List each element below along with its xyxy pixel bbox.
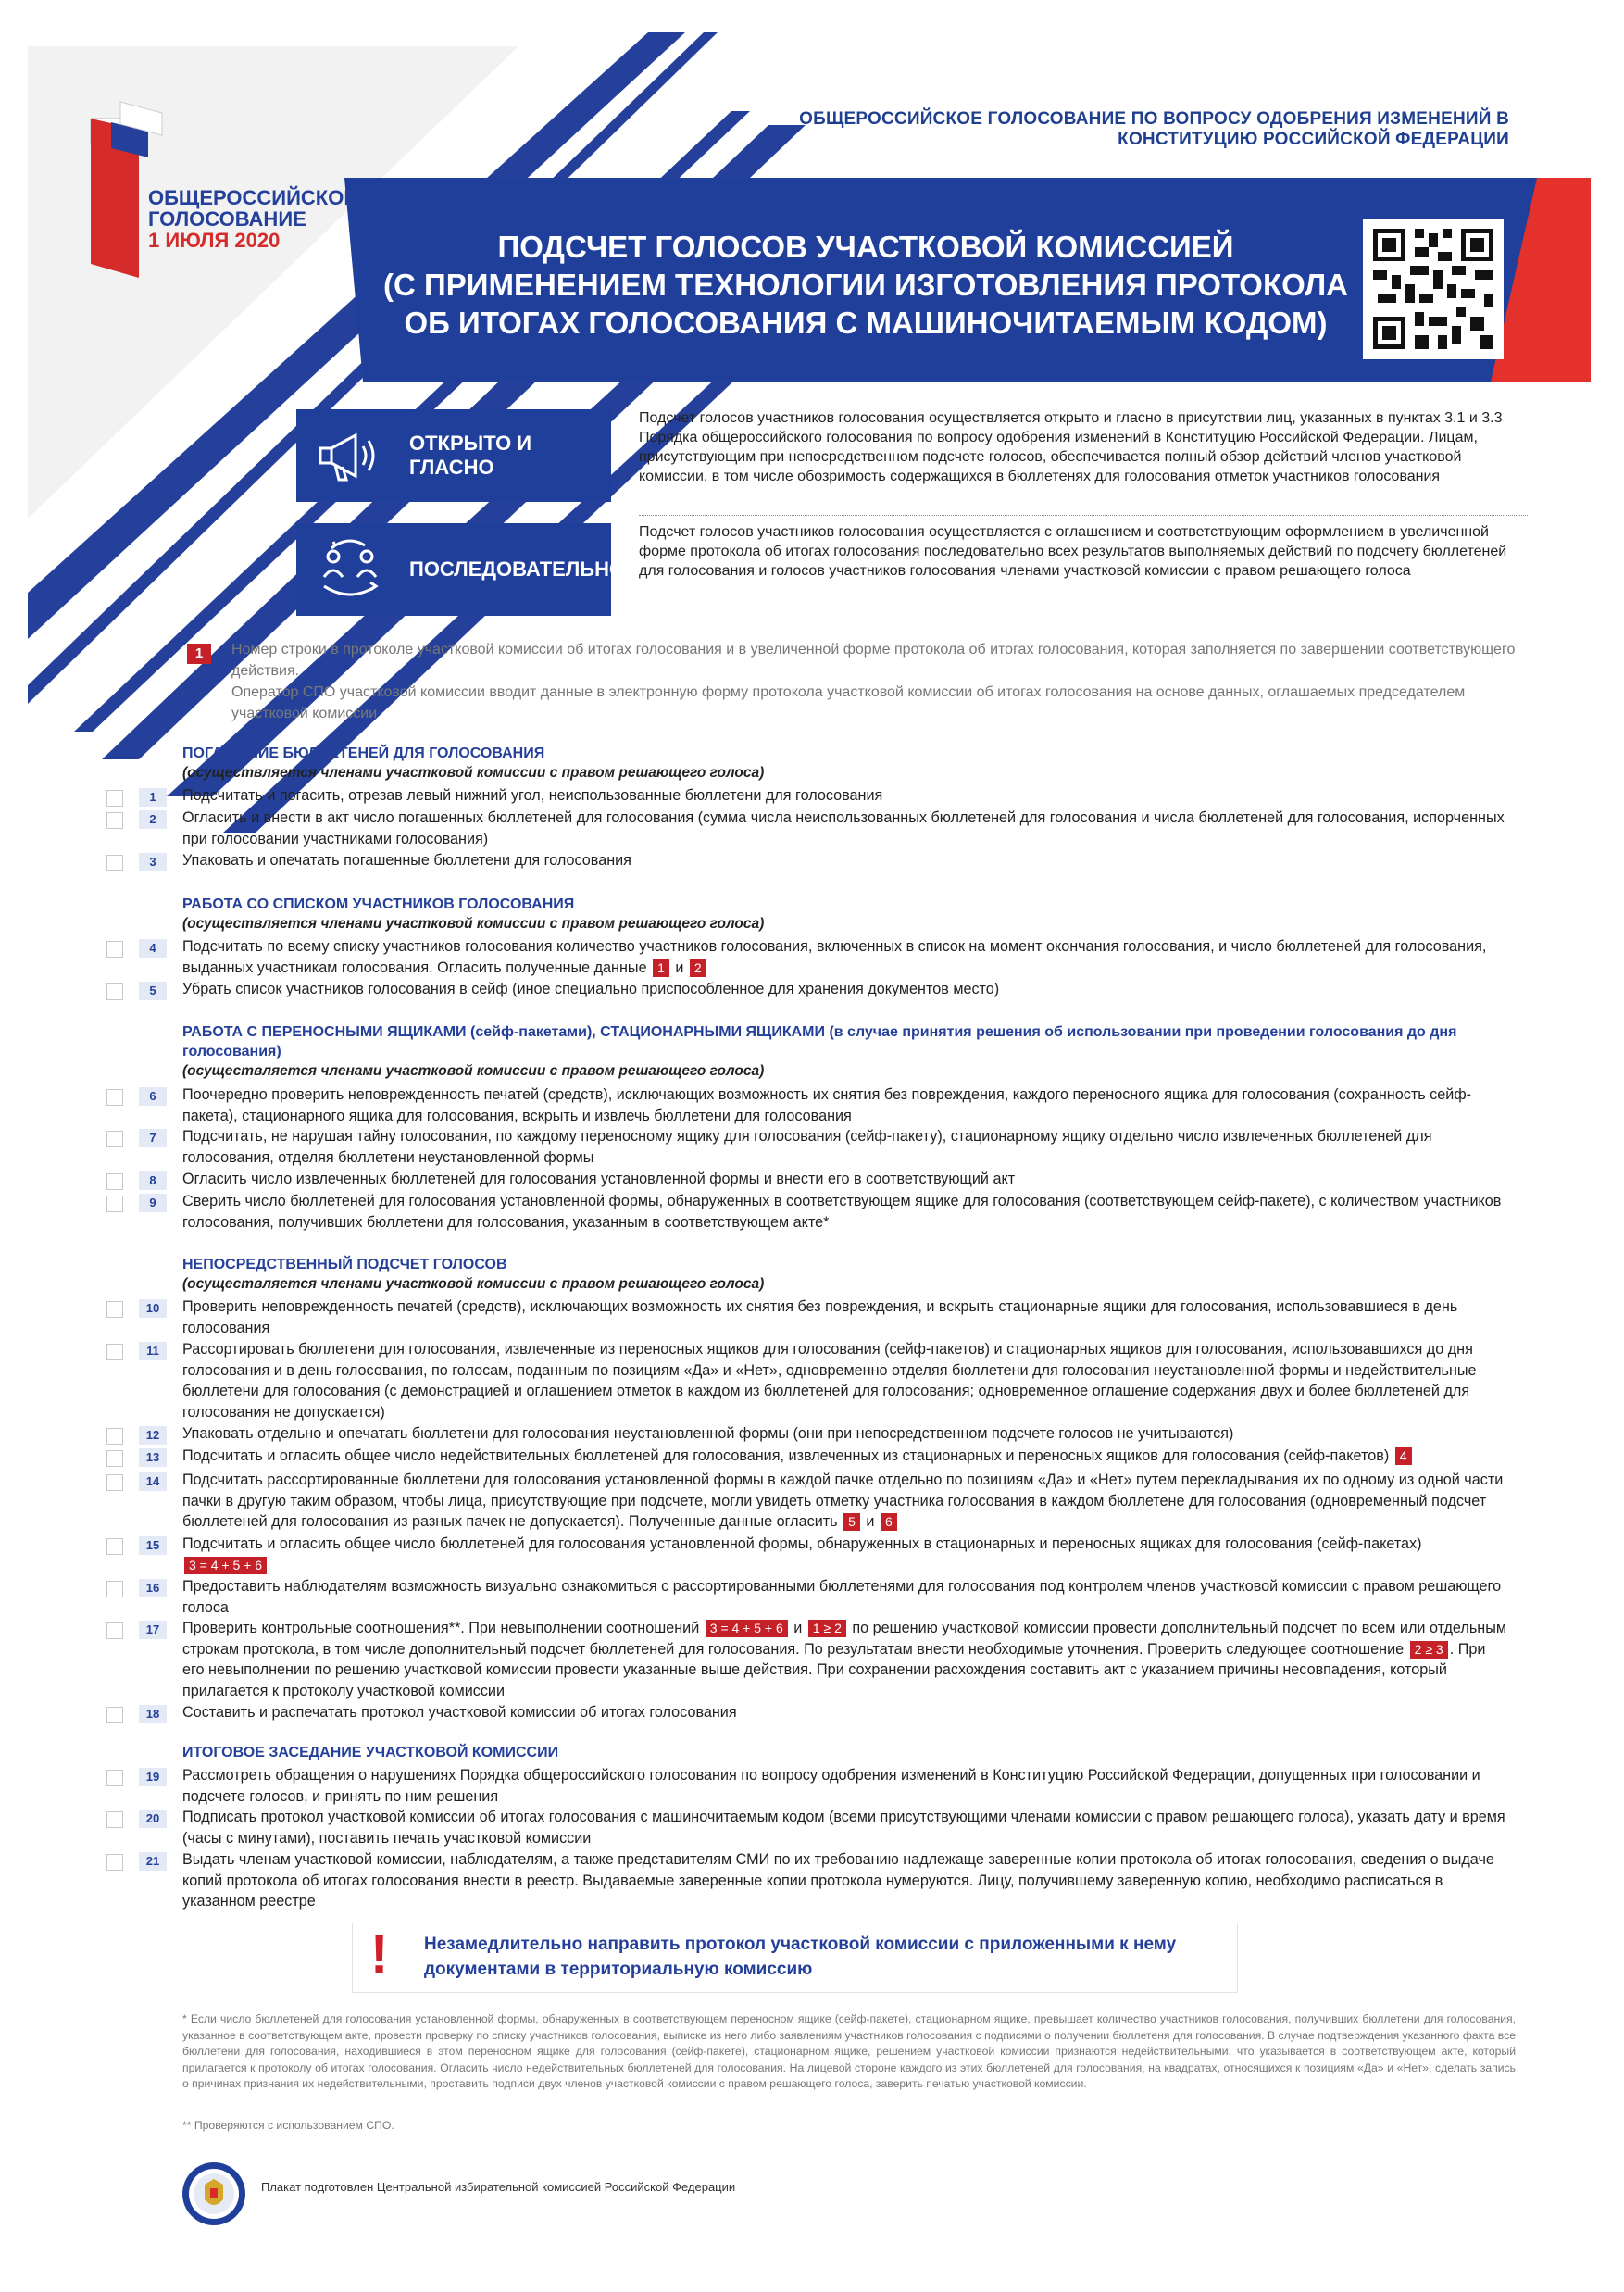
- item-checkbox[interactable]: [106, 1344, 123, 1360]
- item-text: Огласить число извлеченных бюллетеней для голосования установленной формы и внести его в соответствующий акт: [182, 1171, 1016, 1187]
- item-number: 15: [139, 1536, 167, 1555]
- item-number: 5: [139, 982, 167, 1000]
- exclamation-icon: !: [370, 1924, 389, 1985]
- item-checkbox[interactable]: [106, 1474, 123, 1491]
- item-number: 6: [139, 1087, 167, 1106]
- item-number: 14: [139, 1472, 167, 1491]
- item-text: Подсчитать и погасить, отрезав левый нижний угол, неиспользованные бюллетени для голосования: [182, 787, 883, 804]
- logo-line2: ГОЛОСОВАНИЕ: [148, 207, 306, 231]
- item-number: 17: [139, 1621, 167, 1639]
- item-text: Подсчитать и огласить общее число бюллетеней для голосования установленной формы, обнаруженных в стационарных и переносных ящиках для голосования (сейф-пакетах) 3 = 4 + 5 + 6: [182, 1535, 1422, 1572]
- item-text: Упаковать отдельно и опечатать бюллетени для голосования неустановленной формы (они при непосредственном подсчете голосов не учитываются): [182, 1425, 1234, 1442]
- item-checkbox[interactable]: [106, 1622, 123, 1639]
- item-number: 9: [139, 1194, 167, 1212]
- protocol-line-badge: 5: [843, 1513, 860, 1531]
- item-checkbox[interactable]: [106, 1089, 123, 1106]
- item-text: Составить и распечатать протокол участковой комиссии об итогах голосования: [182, 1704, 737, 1721]
- megaphone-icon: [315, 422, 385, 489]
- item-number: 3: [139, 853, 167, 871]
- feature-open-box: [296, 409, 611, 502]
- protocol-formula-badge: 2 ≥ 3: [1410, 1641, 1448, 1659]
- protocol-line-badge: 4: [1395, 1447, 1412, 1465]
- item-checkbox[interactable]: [106, 1770, 123, 1786]
- section-sub-boxes: (осуществляется членами участковой комиссии с правом решающего голоса): [182, 1063, 765, 1079]
- item-number: 11: [139, 1342, 167, 1360]
- cik-emblem-icon: [181, 2160, 247, 2227]
- item-text: Проверить контрольные соотношения**. При невыполнении соотношений 3 = 4 + 5 + 6 и 1 ≥ 2 по решению участковой комиссии провести дополнительный подсчет по всем или отдельным строкам протокола, в том числе дополнительный подсчет бюллетеней для голосования. По результатам внести необходимые уточнения. Проверить следующее соотношение 2 ≥ 3 . При его невыполнении по решению участковой комиссии провести указанные выше действия. При сохранении расхождения составить акт с указанием причины несовпадения, который прилагается к протоколу участковой комиссии: [182, 1620, 1506, 1699]
- item-checkbox[interactable]: [106, 812, 123, 829]
- item-number: 10: [139, 1299, 167, 1318]
- item-text: Подсчитать, не нарушая тайну голосования, по каждому переносному ящику для голосования (сейф-пакету), стационарному ящику отдельно число извлеченных бюллетеней для голосования, отделяя бюллетени неустановленной формы: [182, 1128, 1432, 1166]
- item-number: 12: [139, 1426, 167, 1445]
- item-checkbox[interactable]: [106, 941, 123, 958]
- item-checkbox[interactable]: [106, 1428, 123, 1445]
- item-checkbox[interactable]: [106, 1538, 123, 1555]
- item-text: Предоставить наблюдателям возможность визуально ознакомиться с рассортированными бюллетенями для голосования под контролем членов участковой комиссии с правом решающего голоса: [182, 1578, 1502, 1616]
- item-text: Выдать членам участковой комиссии, наблюдателям, а также представителям СМИ по их требованию надлежаще заверенные копии протокола об итогах голосования, сведения о выдаче копий протокола об итогах голосования внести в реестр. Выдаваемые заверенные копии протокола нумеруются. Лицу, получившему заверенную копию, необходимо расписаться в указанном реестре: [182, 1851, 1494, 1910]
- item-text: Подсчитать по всему списку участников голосования количество участников голосования, включенных в список на момент окончания голосования, и число бюллетеней для голосования, выданных участникам голосования. Огласить полученные данные 1 и 2: [182, 938, 1487, 976]
- section-title-final-meeting: ИТОГОВОЕ ЗАСЕДАНИЕ УЧАСТКОВОЙ КОМИССИИ: [182, 1745, 559, 1760]
- section-title-voter-list: РАБОТА СО СПИСКОМ УЧАСТНИКОВ ГОЛОСОВАНИЯ: [182, 896, 575, 912]
- item-number: 21: [139, 1852, 167, 1871]
- item-text: Рассмотреть обращения о нарушениях Порядка общероссийского голосования по вопросу одобрения изменений в Конституцию Российской Федерации, допущенных при голосовании и подсчете голосов, и принять по ним решения: [182, 1767, 1480, 1805]
- item-text: Упаковать и опечатать погашенные бюллетени для голосования: [182, 852, 631, 869]
- protocol-line-badge: 1: [653, 959, 669, 977]
- people-exchange-icon: [315, 536, 385, 603]
- item-number: 7: [139, 1129, 167, 1147]
- section-sub-counting: (осуществляется членами участковой комиссии с правом решающего голоса): [182, 1276, 765, 1292]
- item-checkbox[interactable]: [106, 1854, 123, 1871]
- item-checkbox[interactable]: [106, 1450, 123, 1467]
- item-number: 2: [139, 810, 167, 829]
- item-number: 1: [139, 788, 167, 807]
- item-checkbox[interactable]: [106, 1301, 123, 1318]
- section-title-ballots: ПОГАШЕНИЕ БЮЛЛЕТЕНЕЙ ДЛЯ ГОЛОСОВАНИЯ: [182, 745, 545, 761]
- item-number: 13: [139, 1448, 167, 1467]
- feature-open-text: Подсчет голосов участников голосования осуществляется открыто и гласно в присутствии лиц, указанных в пунктах 3.1 и 3.3 Порядка общероссийского голосования по вопросу одобрения изменений в Конституцию Российской Федерации. Лицам, присутствующим при непосредственном подсчете голосов, обеспечивается полный обзор действий членов участковой комиссии, в том числе обозримость содержащихся в бюллетенях для голосования отметок участников голосования: [639, 410, 1503, 484]
- section-sub-voter-list: (осуществляется членами участковой комиссии с правом решающего голоса): [182, 916, 765, 932]
- section-sub-ballots: (осуществляется членами участковой комиссии с правом решающего голоса): [182, 765, 765, 781]
- feature-sequential-text: Подсчет голосов участников голосования осуществляется с оглашением и соответствующим оформлением в увеличенной форме протокола об итогах голосования последовательно всех результатов выполняемых действий по подсчету бюллетеней для голосования и голосов участников голосования членами участковой комиссии с правом решающего голоса: [639, 524, 1507, 579]
- item-checkbox[interactable]: [106, 1811, 123, 1828]
- top-heading: ОБЩЕРОССИЙСКОЕ ГОЛОСОВАНИЕ ПО ВОПРОСУ ОДОБРЕНИЯ ИЗМЕНЕНИЙ В КОНСТИТУЦИЮ РОССИЙСКОЙ ФЕДЕРАЦИИ: [799, 109, 1509, 149]
- feature-sequential-box: [296, 523, 626, 616]
- item-text: Поочередно проверить неповрежденность печатей (средств), исключающих возможность их снятия без повреждения, каждого переносного ящика для голосования (сохранность сейф-пакета), стационарного ящика для голосования, вскрыть и извлечь бюллетени для голосования: [182, 1086, 1472, 1124]
- item-checkbox[interactable]: [106, 855, 123, 871]
- item-checkbox[interactable]: [106, 983, 123, 1000]
- footer-text: Плакат подготовлен Центральной избирательной комиссией Российской Федерации: [261, 2180, 736, 2194]
- protocol-formula-badge: 3 = 4 + 5 + 6: [184, 1557, 267, 1574]
- logo-date: 1 ИЮЛЯ 2020: [148, 229, 281, 252]
- item-text: Подписать протокол участковой комиссии об итогах голосования с машиночитаемым кодом (всеми присутствующими членами комиссии с правом решающего голоса), указать дату и время (часы с минутами), поставить печать участковой комиссии: [182, 1809, 1505, 1847]
- item-text: Убрать список участников голосования в сейф (иное специально приспособленное для хранения документов место): [182, 981, 1000, 997]
- protocol-line-badge: 2: [690, 959, 706, 977]
- item-text: Сверить число бюллетеней для голосования установленной формы, обнаруженных в соответствующем ящике для голосования (соответствующем сейф-пакете), с количеством участников голосования, получивших бюллетени для голосования, указанным в соответствующем акте*: [182, 1193, 1502, 1231]
- divider: [639, 515, 1528, 516]
- page-title: ПОДСЧЕТ ГОЛОСОВ УЧАСТКОВОЙ КОМИССИЕЙ (С ПРИМЕНЕНИЕМ ТЕХНОЛОГИИ ИЗГОТОВЛЕНИЯ ПРОТОКОЛА ОБ ИТОГАХ ГОЛОСОВАНИЯ С МАШИНОЧИТАЕМЫМ КОДОМ): [383, 230, 1348, 340]
- item-checkbox[interactable]: [106, 1173, 123, 1190]
- item-checkbox[interactable]: [106, 1581, 123, 1597]
- item-checkbox[interactable]: [106, 1707, 123, 1723]
- protocol-formula-badge: 1 ≥ 2: [808, 1620, 846, 1637]
- item-number: 16: [139, 1579, 167, 1597]
- item-number: 8: [139, 1171, 167, 1190]
- item-text: Проверить неповрежденность печатей (средств), исключающих возможность их снятия без повреждения, и вскрыть стационарные ящики для голосования, использовавшиеся в день голосования: [182, 1298, 1458, 1336]
- legend-text: Номер строки в протоколе участковой комиссии об итогах голосования и в увеличенной форме протокола об итогах голосования, которая заполняется по завершении соответствующего действия. Оператор СПО участковой комиссии вводит данные в электронную форму протокола участковой комиссии об итогах голосования на основе данных, оглашаемых председателем участковой комиссии: [231, 642, 1516, 721]
- item-number: 20: [139, 1810, 167, 1828]
- footnote-2: ** Проверяются с использованием СПО.: [182, 2119, 394, 2132]
- item-checkbox[interactable]: [106, 1131, 123, 1147]
- notice-text: Незамедлительно направить протокол участковой комиссии с приложенными к нему документами в территориальную комиссию: [424, 1935, 1177, 1979]
- event-logo: [148, 187, 357, 251]
- logo-line1: ОБЩЕРОССИЙСКОЕ: [148, 186, 358, 209]
- item-text: Рассортировать бюллетени для голосования, извлеченные из переносных ящиков для голосования (сейф-пакетов) и стационарных ящиков для голосования, использовавшихся до дня голосования и в день голосования, по голосам, поданным по позициям «Да» и «Нет», одновременно отделяя бюллетени для голосования неустановленной формы и недействительные бюллетени для голосования (с демонстрацией и оглашением отметок в каждом из бюллетеней для голосования; одновременное оглашение содержания двух и более бюллетеней для голосования не допускается): [182, 1341, 1477, 1421]
- item-text: Огласить и внести в акт число погашенных бюллетеней для голосования (сумма числа неиспользованных бюллетеней для голосования и числа бюллетеней для голосования, испорченных при голосовании участниками голосования): [182, 809, 1505, 847]
- item-number: 4: [139, 939, 167, 958]
- item-number: 19: [139, 1768, 167, 1786]
- protocol-formula-badge: 3 = 4 + 5 + 6: [706, 1620, 788, 1637]
- feature-open-label: ОТКРЫТО И ГЛАСНО: [409, 432, 532, 479]
- item-text: Подсчитать рассортированные бюллетени для голосования установленной формы в каждой пачке отдельно по позициям «Да» и «Нет» путем перекладывания их по одному из одной части пачки в другую таким образом, чтобы лица, присутствующие при подсчете, могли увидеть отметку участника голосования в каждом бюллетене для голосования (одновременный подсчет бюллетеней для голосования из разных пачек не допускается). Полученные данные огласить 5 и 6: [182, 1472, 1504, 1530]
- protocol-line-badge: 6: [881, 1513, 897, 1531]
- qr-code-icon[interactable]: [1363, 219, 1504, 359]
- section-title-counting: НЕПОСРЕДСТВЕННЫЙ ПОДСЧЕТ ГОЛОСОВ: [182, 1257, 507, 1272]
- item-checkbox[interactable]: [106, 1196, 123, 1212]
- item-number: 18: [139, 1705, 167, 1723]
- feature-sequential-label: ПОСЛЕДОВАТЕЛЬНО: [409, 557, 626, 581]
- section-title-boxes: РАБОТА С ПЕРЕНОСНЫМИ ЯЩИКАМИ (сейф-пакетами), СТАЦИОНАРНЫМИ ЯЩИКАМИ (в случае принятия решения об использовании при проведении голосования до дня голосования): [182, 1024, 1457, 1059]
- item-text: Подсчитать и огласить общее число недействительных бюллетеней для голосования, извлеченных из стационарных и переносных ящиков для голосования (сейф-пакетов) 4: [182, 1446, 1506, 1467]
- footnote-1: * Если число бюллетеней для голосования установленной формы, обнаруженных в соответствующем переносном ящике (сейф-пакете), стационарном ящике, превышает количество участников голосования, получивших бюллетени для голосования, указанное в соответствующем акте, провести проверку по списку участников голосования, выписке из него либо заявлениям участников голосования с подписями о получении бюллетеня для голосования. В случае подтверждения указанного факта все бюллетени для голосования, находившиеся в этом переносном ящике для голосования (сейф-пакете), стационарном ящике, решением участковой комиссии признаются недействительными, что указывается в соответствующем акте, который прилагается к протоколу об итогах голосования. Огласить число недействительных бюллетеней для голосования. На лицевой стороне каждого из этих бюллетеней для голосования, на квадратах, относящихся к позициям «Да» и «Нет», сделать запись о причинах признания их недействительными, проставить подписи двух членов участковой комиссии с правом решающего голоса, заверить печатью участковой комиссии.: [182, 2012, 1516, 2090]
- item-checkbox[interactable]: [106, 790, 123, 807]
- legend-badge: 1: [187, 644, 211, 664]
